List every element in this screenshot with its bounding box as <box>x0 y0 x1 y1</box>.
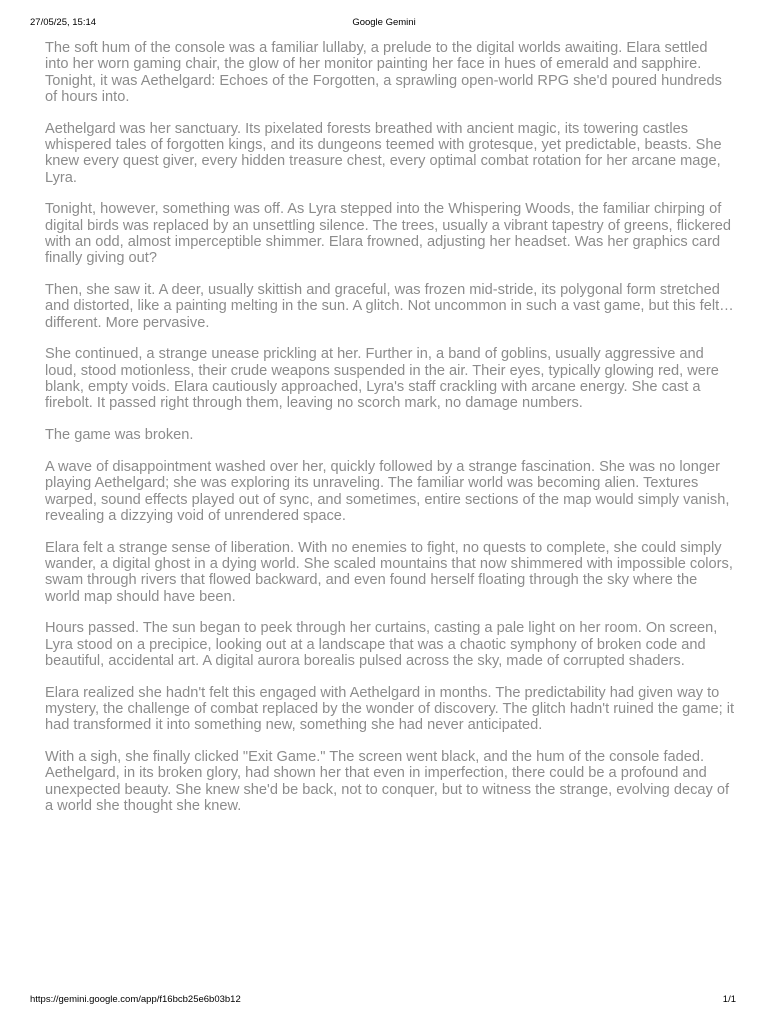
print-datetime: 27/05/25, 15:14 <box>30 17 97 28</box>
page-url[interactable]: https://gemini.google.com/app/f16bcb25e6b03b12 <box>30 994 241 1005</box>
story-paragraph: The game was broken. <box>45 427 194 444</box>
story-paragraph: Aethelgard was her sanctuary. Its pixelated forests breathed with ancient magic, its towering castles whispered tales of forgotten kings, and its dungeons teemed with grotesque, yet predictable, beasts. She knew every quest giver, every hidden treasure chest, every optimal combat rotation for her arcane mage, Lyra. <box>45 120 722 186</box>
story-text <box>45 40 735 830</box>
page-number: 1/1 <box>722 994 736 1005</box>
story-paragraph: Elara realized she hadn't felt this engaged with Aethelgard in months. The predictability had given way to mystery, the challenge of combat replaced by the wonder of discovery. The glitch hadn't ruined the game; it had transformed it into something new, something she had never anticipated. <box>45 684 735 734</box>
story-paragraph: Tonight, however, something was off. As Lyra stepped into the Whispering Woods, the familiar chirping of digital birds was replaced by an unsettling silence. The trees, usually a vibrant tapestry of greens, flickered with an odd, almost imperceptible shimmer. Elara frowned, adjusting her headset. Was her graphics card finally giving out? <box>45 201 731 267</box>
story-paragraph: With a sigh, she finally clicked "Exit Game." The screen went black, and the hum of the console faded. Aethelgard, in its broken glory, had shown her that even in imperfection, there could be a profound and unexpected beauty. She knew she'd be back, not to conquer, but to witness the strange, evolving decay of a world she thought she knew. <box>45 749 730 814</box>
story-paragraph: Elara felt a strange sense of liberation. With no enemies to fight, no quests to complete, she could simply wander, a digital ghost in a dying world. She scaled mountains that now shimmered with impossible colors, swam through rivers that flowed backward, and even found herself floating through the sky where the world map should have been. <box>45 539 733 605</box>
page-title: Google Gemini <box>352 17 416 28</box>
story-paragraph: A wave of disappointment washed over her, quickly followed by a strange fascination. She was no longer playing Aethelgard; she was exploring its unraveling. The familiar world was becoming alien. Textures warped, sound effects played out of sync, and sometimes, entire sections of the map would simply vanish, revealing a dizzying void of unrendered space. <box>45 458 730 524</box>
story-paragraph: Then, she saw it. A deer, usually skittish and graceful, was frozen mid-stride, its polygonal form stretched and distorted, like a painting melting in the sun. A glitch. Not uncommon in such a vast game, but this felt… different. More pervasive. <box>45 282 734 331</box>
story-paragraph: Hours passed. The sun began to peek through her curtains, casting a pale light on her room. On screen, Lyra stood on a precipice, looking out at a landscape that was a chaotic symphony of broken code and beautiful, accidental art. A digital aurora borealis pulsed across the sky, made of corrupted shaders. <box>45 620 718 669</box>
story-paragraph: She continued, a strange unease prickling at her. Further in, a band of goblins, usually aggressive and loud, stood motionless, their crude weapons suspended in the air. Their eyes, typically glowing red, were blank, empty voids. Elara cautiously approached, Lyra's staff crackling with arcane energy. She cast a firebolt. It passed right through them, leaving no scorch mark, no damage numbers. <box>45 346 719 412</box>
story-paragraph: The soft hum of the console was a familiar lullaby, a prelude to the digital worlds awaiting. Elara settled into her worn gaming chair, the glow of her monitor painting her face in hues of emerald and sapphire. Tonight, it was Aethelgard: Echoes of the Forgotten, a sprawling open-world RPG she'd poured hundreds of hours into. <box>45 40 722 105</box>
print-header <box>0 0 768 30</box>
